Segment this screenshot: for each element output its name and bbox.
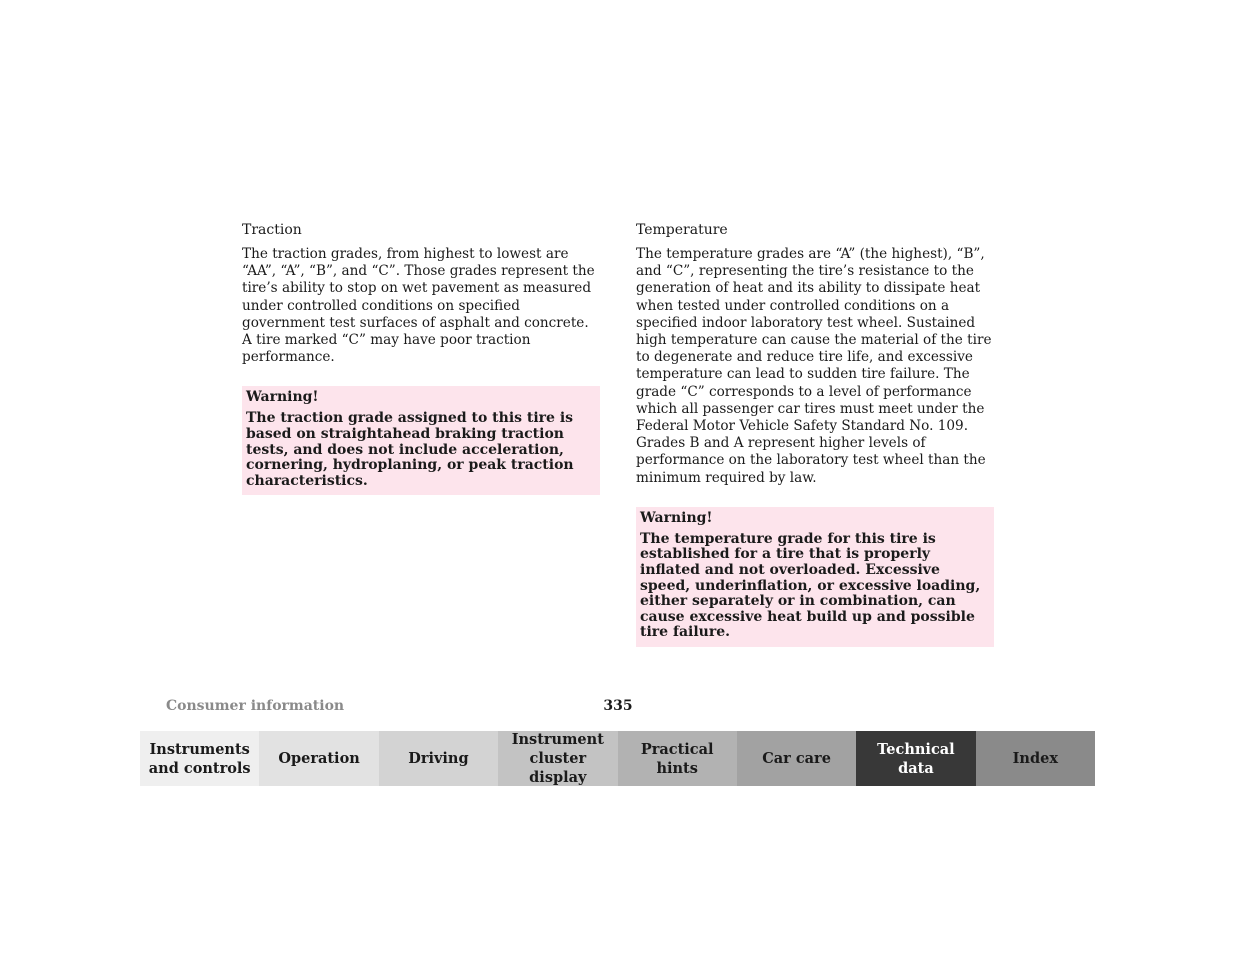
temperature-warning-text: The temperature grade for this tire is established for a tire that is properly inflated and not overloaded. Excessive speed, underinflation, or excessive loading, either separately or in combination, can cause excessive heat build up and possible tire failure. bbox=[640, 530, 981, 641]
tab-label: Index bbox=[1012, 750, 1058, 767]
temperature-heading: Temperature bbox=[636, 222, 728, 238]
traction-warning-text: The traction grade assigned to this tire is based on straightahead braking traction tests, and does not include acceleration, cornering, hydroplaning, or peak traction characteristics. bbox=[246, 410, 574, 489]
footer-section-title: Consumer information bbox=[166, 698, 345, 714]
tab-car-care[interactable] bbox=[737, 731, 856, 786]
tab-driving[interactable] bbox=[379, 731, 498, 786]
temperature-warning-title: Warning! bbox=[640, 509, 713, 526]
traction-warning-box bbox=[242, 386, 600, 495]
temperature-section bbox=[636, 221, 994, 647]
traction-body: The traction grades, from highest to lowest are “AA”, “A”, “B”, and “C”. Those grades represent the tire’s ability to stop on wet pavement as measured under controlled conditions on specified government test surfaces of asphalt and concrete. A tire marked “C” may have poor traction performance. bbox=[242, 246, 595, 366]
tab-practical-hints[interactable] bbox=[618, 731, 737, 786]
tab-index[interactable] bbox=[976, 731, 1095, 786]
tab-label: Technical data bbox=[877, 740, 955, 777]
tab-technical-data[interactable] bbox=[856, 731, 975, 786]
traction-heading: Traction bbox=[242, 222, 302, 238]
tab-label: Car care bbox=[762, 750, 831, 767]
page-number: 335 bbox=[603, 698, 633, 714]
tab-label: Instruments and controls bbox=[148, 740, 251, 777]
traction-section bbox=[242, 221, 600, 495]
temperature-warning-box bbox=[636, 507, 994, 647]
tab-label: Operation bbox=[278, 750, 360, 767]
temperature-body: The temperature grades are “A” (the highest), “B”, and “C”, representing the tire’s resistance to the generation of heat and its ability to dissipate heat when tested under controlled conditions on a specified indoor laboratory test wheel. Sustained high temperature can cause the material of the tire to degenerate and reduce tire life, and excessive temperature can lead to sudden tire failure. The grade “C” corresponds to a level of performance which all passenger car tires must meet under the Federal Motor Vehicle Safety Standard No. 109. Grades B and A represent higher levels of performance on the laboratory test wheel than the minimum required by law. bbox=[636, 246, 992, 486]
tab-instrument-cluster-display[interactable] bbox=[498, 731, 617, 786]
tab-instruments-and-controls[interactable] bbox=[140, 731, 259, 786]
traction-warning-title: Warning! bbox=[246, 389, 319, 406]
tab-label: Instrument cluster display bbox=[511, 731, 604, 786]
tab-label: Practical hints bbox=[640, 740, 714, 777]
tab-label: Driving bbox=[408, 750, 469, 767]
chapter-navigation bbox=[140, 731, 1095, 786]
tab-operation[interactable] bbox=[259, 731, 378, 786]
